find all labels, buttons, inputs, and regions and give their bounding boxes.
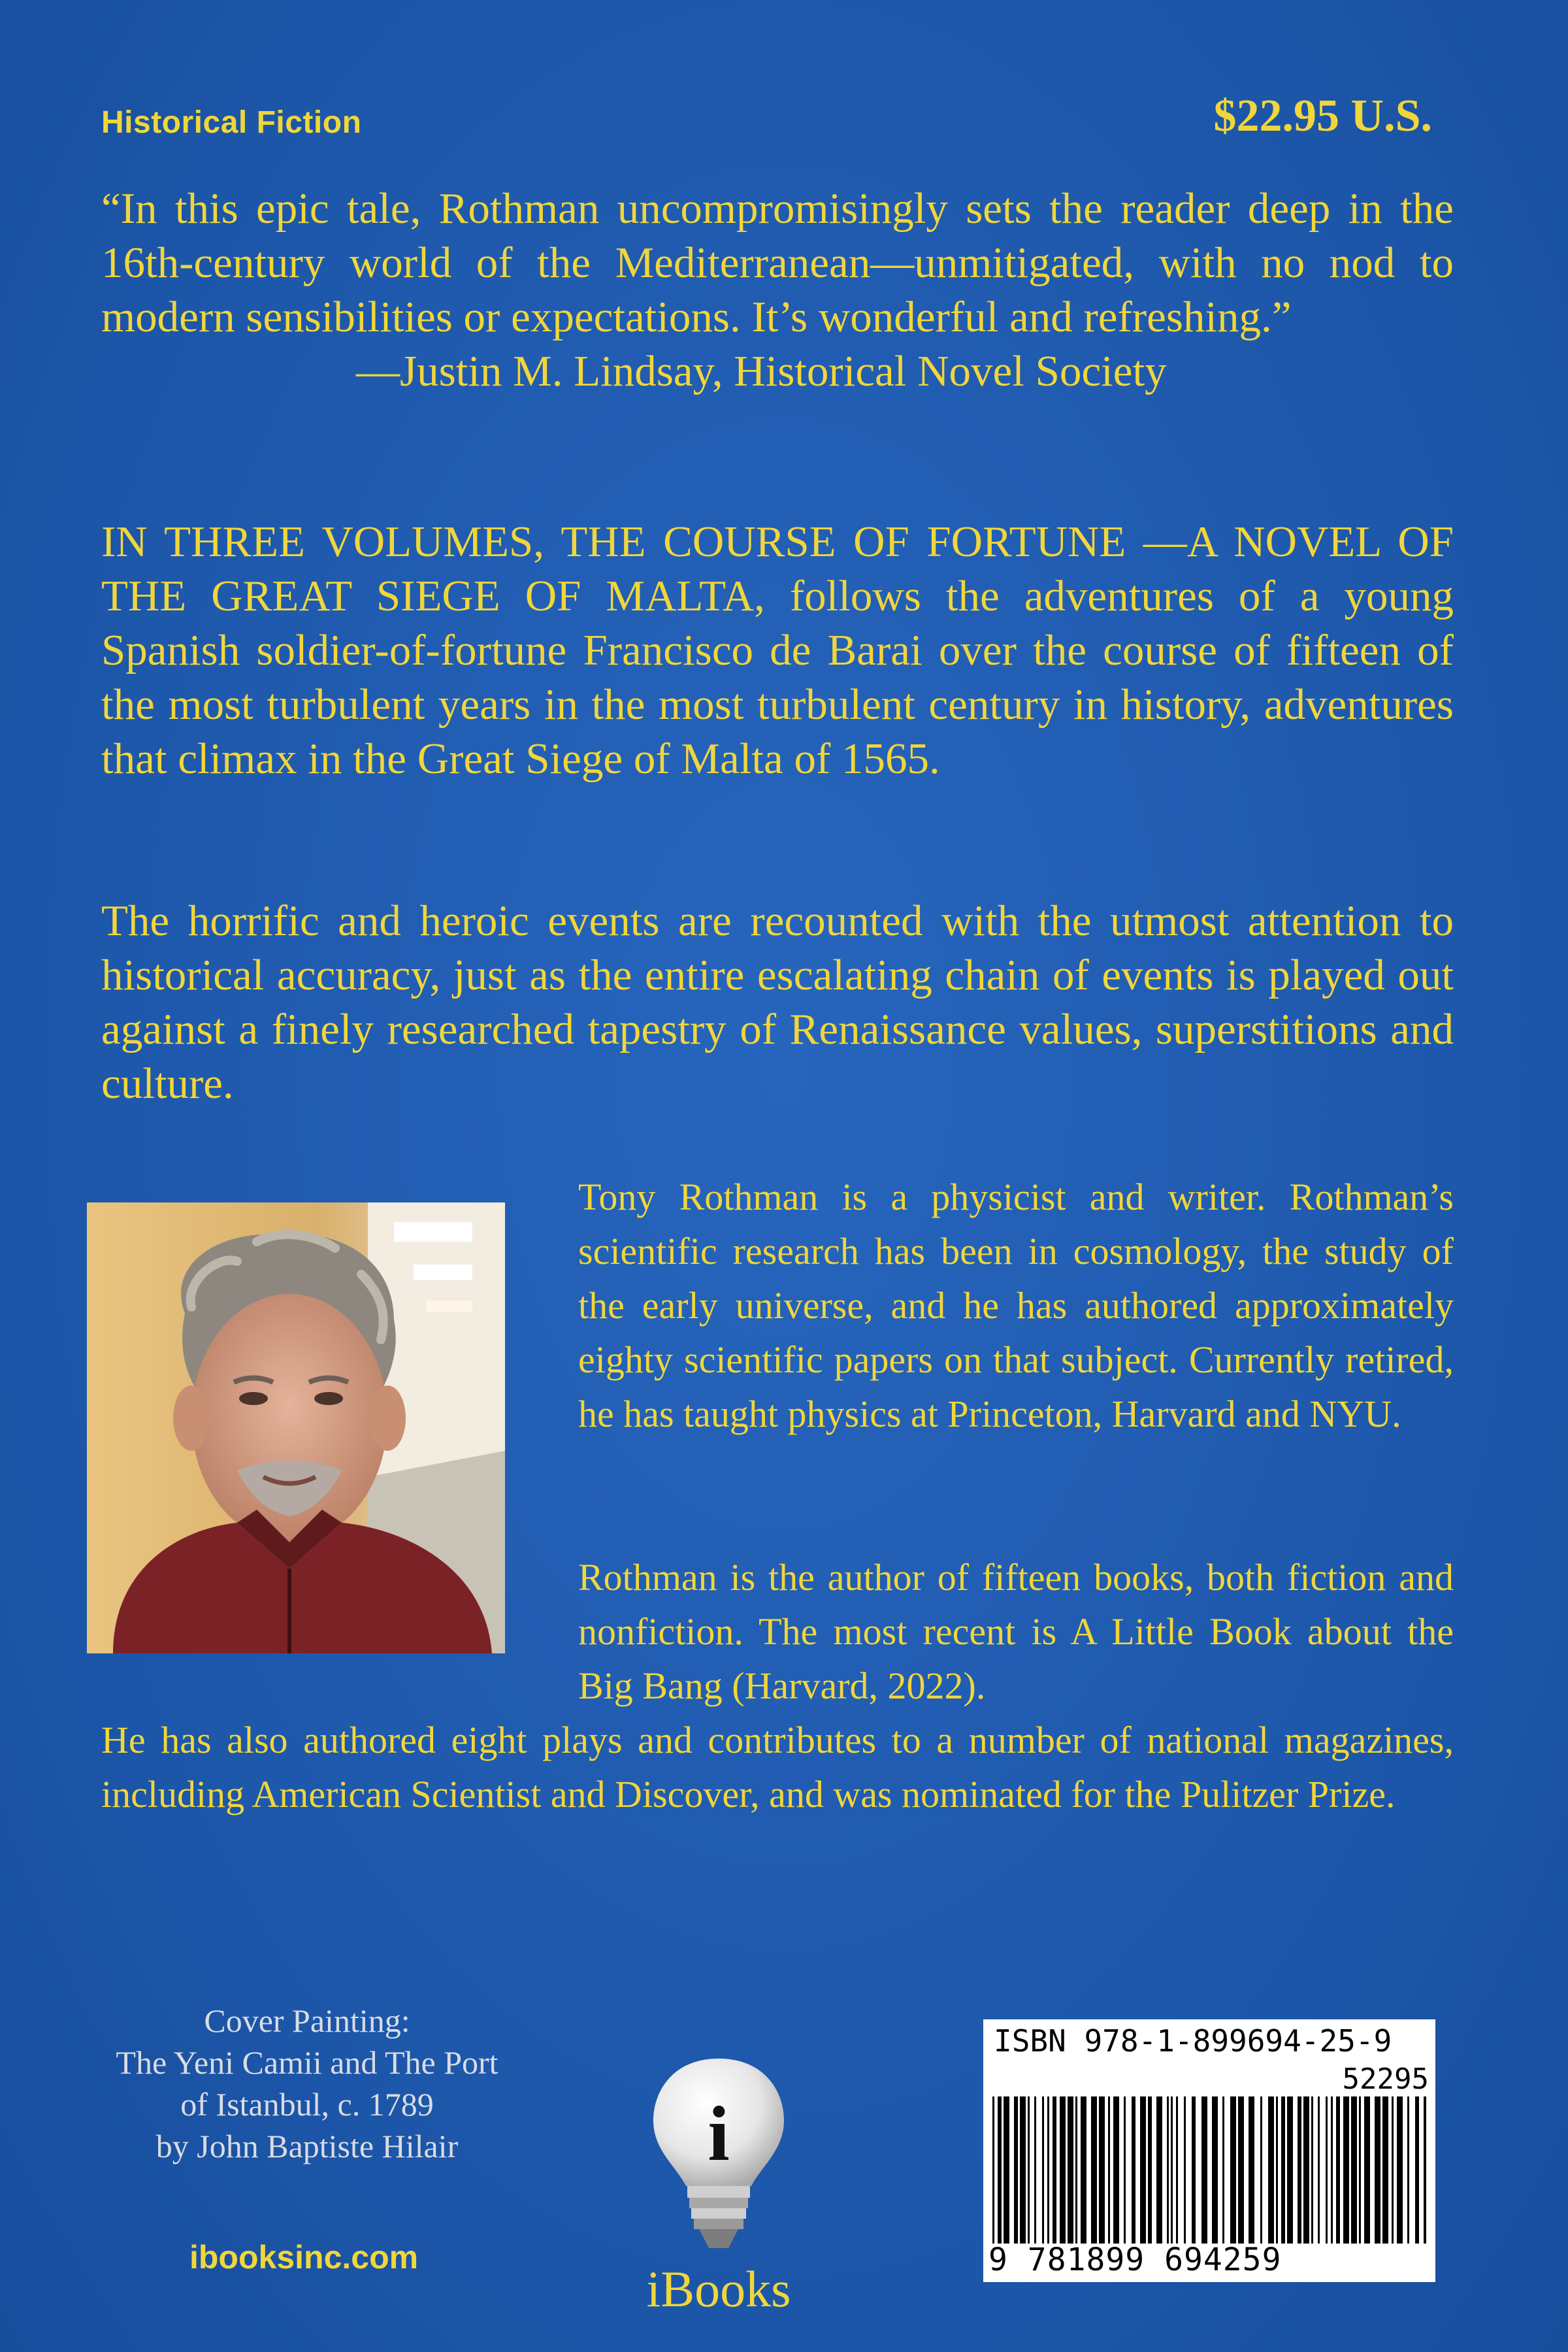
description-text: follows the adventures of a young Spanish soldier-of-fortune Francisco de Barai over the course of fifteen of the most turbulent years in the most turbulent century in history, adventures that climax in the Great Siege of Malta of 1565. (101, 572, 1454, 783)
barcode-bar (1343, 2096, 1349, 2244)
barcode-bar (1397, 2096, 1403, 2244)
barcode-bar (1415, 2096, 1419, 2244)
barcode-bar (1167, 2096, 1169, 2244)
barcode-bar (1311, 2096, 1313, 2244)
barcode-bar (1108, 2096, 1110, 2244)
barcode-bar (1392, 2096, 1394, 2244)
credit-line-2: The Yeni Camii and The Port (116, 2044, 498, 2081)
barcode-bar (1192, 2096, 1196, 2244)
barcode-bar (1326, 2096, 1328, 2244)
publisher-website: ibooksinc.com (189, 2239, 419, 2276)
barcode-bar (1212, 2096, 1218, 2244)
barcode-bar (1148, 2096, 1152, 2244)
credit-line-3: of Istanbul, c. 1789 (180, 2086, 434, 2123)
barcode-bar (1014, 2096, 1018, 2244)
barcode-bar (1099, 2096, 1105, 2244)
barcode-bar (1081, 2096, 1086, 2244)
barcode-bar (1132, 2096, 1135, 2244)
barcode-bar (1382, 2096, 1388, 2244)
barcode-bar (1140, 2096, 1146, 2244)
author-bio-2: Rothman is the author of fifteen books, both fiction and nonfiction. The most recent is A Little Book about the Big Bang (Harvard, 2022). (578, 1556, 1454, 1707)
barcode-bar (1020, 2096, 1026, 2244)
barcode-bar (1424, 2096, 1426, 2244)
barcode-bar (1351, 2096, 1357, 2244)
barcode-bar (1047, 2096, 1049, 2244)
barcode-bar (1075, 2096, 1077, 2244)
author-portrait (87, 1202, 505, 1653)
genre-label: Historical Fiction (101, 105, 362, 140)
barcode-bar (1042, 2096, 1044, 2244)
barcode-bar (1171, 2096, 1173, 2244)
isbn-barcode (983, 2019, 1435, 2282)
barcode-bar (1287, 2096, 1293, 2244)
barcode-bar (1375, 2096, 1380, 2244)
barcode-bar (1184, 2096, 1186, 2244)
price-code: 52295 (1342, 2062, 1429, 2096)
barcode-bar (1068, 2096, 1073, 2244)
barcode-bar (1222, 2096, 1224, 2244)
book-description-2: The horrific and heroic events are recounted with the utmost attention to historical accuracy, just as the entire escalating chain of events is played out against a finely researched tapestry of Renaissance values, superstitions and culture. (101, 897, 1454, 1108)
barcode-bar (1303, 2096, 1309, 2244)
barcode-bar (1113, 2096, 1119, 2244)
barcode-bar (992, 2096, 994, 2244)
barcode-bar (1028, 2096, 1030, 2244)
cover-credit (85, 2000, 529, 2167)
barcode-bar (1260, 2096, 1262, 2244)
barcode-bar (1091, 2096, 1097, 2244)
publisher-logo (627, 2052, 810, 2327)
barcode-bar (998, 2096, 1002, 2244)
author-bio-3: He has also authored eight plays and contributes to a number of national magazines, including American Scientist and Discover, and was nominated for the Pulitzer Prize. (101, 1719, 1454, 1815)
barcode-bar (1276, 2096, 1278, 2244)
author-photo (87, 1202, 505, 1653)
barcode-bar (1124, 2096, 1126, 2244)
barcode-bar (1201, 2096, 1207, 2244)
barcode-bar (1034, 2096, 1036, 2244)
quote-text: “In this epic tale, Rothman uncompromisingly sets the reader deep in the 16th-century world of the Mediterranean—unmitigated, with no nod to modern sensibilities or expectations. It’s wonderful and refreshing.” (101, 184, 1454, 341)
lightbulb-icon (627, 2052, 810, 2261)
quote-attribution: —Justin M. Lindsay, Historical Novel Society (356, 347, 1167, 395)
ean-digits: 9 781899 694259 (988, 2242, 1282, 2278)
credit-line-1: Cover Painting: (204, 2002, 410, 2039)
barcode-bar (1281, 2096, 1285, 2244)
barcode-bar (1298, 2096, 1301, 2244)
series-title: IN THREE VOLUMES, THE COURSE OF FORTUNE —A NOVEL OF THE GREAT SIEGE OF MALTA, (101, 518, 1454, 620)
barcode-bar (1249, 2096, 1254, 2244)
publisher-name: iBooks (646, 2261, 791, 2317)
barcode-bar (1238, 2096, 1244, 2244)
barcode-bar (1004, 2096, 1009, 2244)
barcode-bar (1176, 2096, 1178, 2244)
isbn-text: ISBN 978-1-899694-25-9 (994, 2023, 1392, 2059)
price-label: $22.95 U.S. (1213, 91, 1432, 141)
barcode-bar (1364, 2096, 1370, 2244)
barcode-bar (1331, 2096, 1333, 2244)
barcode-bar (1407, 2096, 1409, 2244)
review-quote (101, 182, 1454, 399)
credit-line-4: by John Baptiste Hilair (155, 2128, 459, 2164)
book-description (101, 515, 1454, 786)
barcode-bar (1156, 2096, 1162, 2244)
barcode-bar (1053, 2096, 1056, 2244)
barcode-bar (1318, 2096, 1320, 2244)
barcode-bar (1268, 2096, 1274, 2244)
barcode-bars (992, 2096, 1426, 2244)
barcode-bar (1060, 2096, 1066, 2244)
logo-letter: i (708, 2090, 730, 2177)
barcode-bar (1336, 2096, 1340, 2244)
barcode-bar (1230, 2096, 1236, 2244)
barcode-bar (1359, 2096, 1361, 2244)
author-bio-1: Tony Rothman is a physicist and writer. Rothman’s scientific research has been in cosmology, the study of the early universe, and he has authored approximately eighty scientific papers on that subject. Currently retired, he has taught physics at Princeton, Harvard and NYU. (578, 1176, 1454, 1435)
